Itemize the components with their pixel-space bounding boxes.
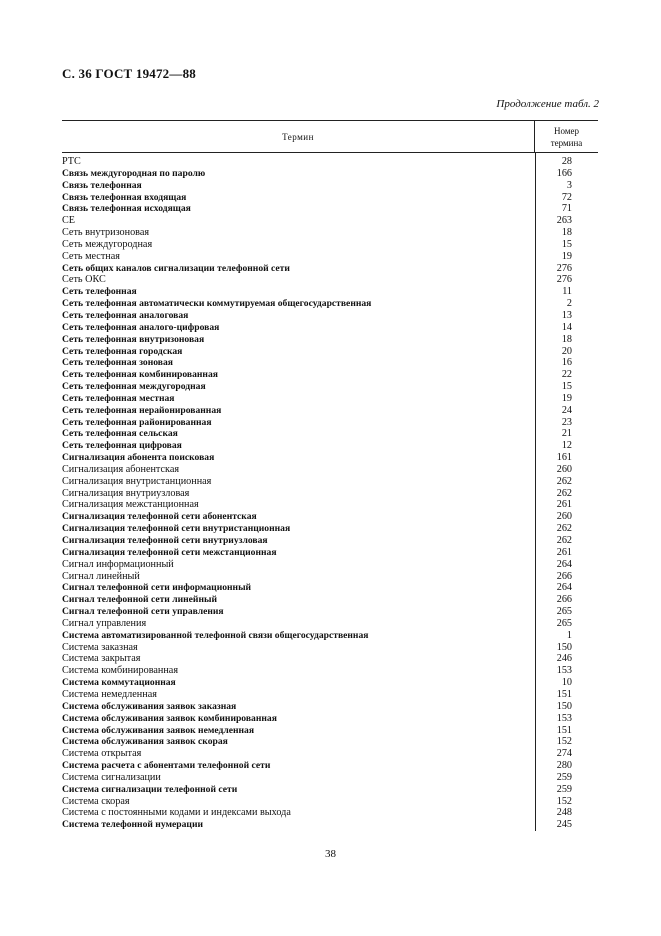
table-row: [62, 618, 598, 630]
term-cell: СЕ: [62, 215, 76, 227]
table-row: [62, 203, 598, 215]
term-number-cell: 262: [556, 487, 572, 499]
column-header-number: [534, 121, 598, 152]
term-number-cell: 276: [556, 274, 572, 286]
term-cell: Система с постоянными кодами и индексами выхода: [62, 807, 291, 819]
table-row: [62, 511, 598, 523]
term-cell: Система обслуживания заявок комбинированная: [62, 712, 277, 724]
term-cell: Сигнализация телефонной сети внутриузловая: [62, 535, 268, 546]
term-number-cell: 261: [556, 546, 572, 558]
table-row: [62, 499, 598, 511]
table-row: [62, 488, 598, 500]
table-body: [62, 153, 598, 831]
table-row: [62, 689, 598, 701]
term-number-cell: 260: [556, 511, 572, 523]
term-number-cell: 28: [561, 156, 572, 167]
term-number-cell: 280: [556, 760, 572, 772]
term-cell: Сеть телефонная городская: [62, 345, 183, 357]
table-row: [62, 772, 598, 784]
term-cell: Связь междугородная по паролю: [62, 167, 206, 179]
term-number-cell: 18: [561, 333, 572, 345]
term-cell: Сигнализация межстанционная: [62, 499, 199, 511]
term-number-cell: 19: [561, 392, 572, 404]
table-row: [62, 263, 598, 275]
table-row: [62, 298, 598, 310]
term-number-cell: 13: [561, 309, 572, 321]
term-cell: Сигнал управления: [62, 617, 147, 629]
term-cell: Система обслуживания заявок немедленная: [62, 724, 255, 736]
term-cell: Сеть телефонная аналого-цифровая: [62, 321, 220, 333]
term-cell: Сеть телефонная аналоговая: [62, 309, 189, 321]
term-cell: Сигнализация внутристанционная: [62, 475, 212, 487]
table-row: [62, 523, 598, 535]
table-row: [62, 571, 598, 583]
page-number: 38: [325, 848, 336, 860]
term-cell: Система заказная: [62, 641, 138, 653]
table-row: [62, 476, 598, 488]
table-row: [62, 428, 598, 440]
term-number-cell: 264: [556, 582, 572, 594]
term-number-cell: 150: [556, 641, 572, 653]
table-row: [62, 274, 598, 286]
term-number-cell: 20: [561, 345, 572, 357]
term-cell: Система комбинированная: [62, 665, 179, 677]
term-number-cell: 16: [561, 357, 572, 369]
table-row: [62, 346, 598, 358]
term-cell: Сеть телефонная районированная: [62, 416, 212, 428]
table-row: [62, 393, 598, 405]
table-row: [62, 369, 598, 381]
table-row: [62, 286, 598, 298]
term-number-cell: 14: [561, 321, 572, 333]
term-number-cell: 72: [561, 191, 572, 203]
table-row: [62, 251, 598, 263]
term-number-cell: 161: [556, 452, 572, 464]
table-row: [62, 725, 598, 737]
term-cell: Сеть внутризоновая: [62, 227, 150, 239]
terms-table: [62, 120, 598, 831]
term-number-cell: 262: [556, 475, 572, 487]
table-row: [62, 239, 598, 251]
term-cell: Система сигнализации телефонной сети: [62, 783, 238, 795]
table-row: [62, 701, 598, 713]
term-number-cell: 24: [561, 404, 572, 416]
term-cell: Сигнализация внутриузловая: [62, 487, 190, 499]
term-cell: Сигнал телефонной сети информационный: [62, 582, 252, 594]
table-continuation-caption: Продолжение табл. 2: [496, 98, 599, 110]
term-number-cell: 12: [561, 440, 572, 452]
table-row: [62, 547, 598, 559]
term-number-cell: 259: [556, 783, 572, 795]
term-number-cell: 276: [556, 262, 572, 274]
table-row: [62, 760, 598, 772]
table-row: [62, 322, 598, 334]
term-number-cell: 18: [561, 227, 572, 239]
term-number-cell: 2: [566, 298, 572, 310]
term-number-cell: 15: [561, 238, 572, 250]
column-header-number-line1: Номер: [553, 125, 580, 136]
term-cell: Сигнализация абонента поисковая: [62, 452, 215, 464]
table-row: [62, 665, 598, 677]
term-cell: РТС: [62, 156, 81, 167]
term-number-cell: 263: [556, 215, 572, 227]
table-row: [62, 677, 598, 689]
term-cell: Система закрытая: [62, 653, 141, 665]
column-divider: [535, 153, 536, 831]
term-cell: Связь телефонная: [62, 179, 142, 191]
table-row: [62, 784, 598, 796]
table-row: [62, 653, 598, 665]
term-cell: Система обслуживания заявок скорая: [62, 736, 228, 748]
term-number-cell: 153: [556, 712, 572, 724]
term-cell: Система коммутационная: [62, 677, 176, 689]
term-cell: Система телефонной нумерации: [62, 819, 203, 831]
column-header-number-line2: термина: [550, 137, 583, 148]
table-row: [62, 156, 598, 168]
table-row: [62, 381, 598, 393]
term-number-cell: 262: [556, 535, 572, 546]
term-number-cell: 3: [566, 179, 572, 191]
term-cell: Сигнал линейный: [62, 570, 140, 582]
term-cell: Система немедленная: [62, 688, 157, 700]
term-number-cell: 22: [561, 369, 572, 381]
term-cell: Сеть телефонная: [62, 286, 137, 298]
table-row: [62, 357, 598, 369]
term-number-cell: 260: [556, 463, 572, 475]
term-number-cell: 262: [556, 523, 572, 535]
term-cell: Сигнализация телефонной сети межстанционная: [62, 546, 277, 558]
term-number-cell: 166: [556, 167, 572, 179]
page-header: С. 36 ГОСТ 19472—88: [62, 66, 196, 81]
table-row: [62, 227, 598, 239]
term-number-cell: 153: [556, 665, 572, 677]
table-row: [62, 630, 598, 642]
term-number-cell: 19: [561, 250, 572, 262]
term-number-cell: 245: [556, 819, 572, 831]
term-cell: Сеть телефонная нерайонированная: [62, 404, 222, 416]
table-row: [62, 713, 598, 725]
term-cell: Связь телефонная входящая: [62, 191, 187, 203]
table-row: [62, 180, 598, 192]
term-cell: Система расчета с абонентами телефонной сети: [62, 760, 271, 772]
term-cell: Сигнал телефонной сети управления: [62, 606, 224, 618]
table-row: [62, 736, 598, 748]
term-cell: Сеть ОКС: [62, 274, 106, 286]
term-cell: Сеть телефонная сельская: [62, 428, 178, 440]
term-number-cell: 261: [556, 499, 572, 511]
table-row: [62, 559, 598, 571]
term-cell: Сигнализация абонентская: [62, 463, 180, 475]
term-cell: Сеть местная: [62, 250, 120, 262]
term-number-cell: 152: [556, 736, 572, 748]
term-cell: Сеть телефонная зоновая: [62, 357, 173, 369]
term-cell: Сигнал информационный: [62, 558, 174, 570]
table-row: [62, 440, 598, 452]
term-number-cell: 248: [556, 807, 572, 819]
term-cell: Сеть телефонная цифровая: [62, 440, 182, 452]
term-cell: Сеть междугородная: [62, 238, 153, 250]
term-number-cell: 265: [556, 606, 572, 618]
term-cell: Сеть телефонная комбинированная: [62, 369, 218, 381]
table-row: [62, 334, 598, 346]
table-row: [62, 796, 598, 808]
table-row: [62, 819, 598, 831]
term-cell: Сеть телефонная междугородная: [62, 381, 206, 393]
table-row: [62, 192, 598, 204]
term-cell: Сигнализация телефонной сети внутристанционная: [62, 523, 291, 535]
table-row: [62, 807, 598, 819]
term-number-cell: 264: [556, 558, 572, 570]
table-row: [62, 642, 598, 654]
term-number-cell: 259: [556, 771, 572, 783]
term-number-cell: 71: [561, 203, 572, 215]
term-cell: Система скорая: [62, 795, 130, 807]
table-row: [62, 417, 598, 429]
table-row: [62, 594, 598, 606]
term-number-cell: 152: [556, 795, 572, 807]
table-row: [62, 168, 598, 180]
term-number-cell: 151: [556, 688, 572, 700]
term-cell: Связь телефонная исходящая: [62, 203, 191, 215]
table-row: [62, 606, 598, 618]
term-number-cell: 246: [556, 653, 572, 665]
term-number-cell: 274: [556, 748, 572, 760]
term-cell: Сеть телефонная внутризоновая: [62, 333, 205, 345]
table-row: [62, 215, 598, 227]
term-number-cell: 15: [561, 381, 572, 393]
term-number-cell: 1: [566, 629, 572, 641]
term-cell: Сеть телефонная местная: [62, 392, 175, 404]
term-cell: Система открытая: [62, 748, 142, 760]
term-number-cell: 21: [561, 428, 572, 440]
term-number-cell: 23: [561, 416, 572, 428]
table-row: [62, 582, 598, 594]
table-row: [62, 535, 598, 547]
term-cell: Система обслуживания заявок заказная: [62, 700, 237, 712]
term-number-cell: 265: [556, 617, 572, 629]
term-number-cell: 266: [556, 570, 572, 582]
term-cell: Сигнализация телефонной сети абонентская: [62, 511, 257, 523]
table-row: [62, 464, 598, 476]
term-number-cell: 150: [556, 700, 572, 712]
term-cell: Сеть общих каналов сигнализации телефонной сети: [62, 262, 290, 274]
term-number-cell: 266: [556, 594, 572, 606]
table-row: [62, 748, 598, 760]
table-row: [62, 452, 598, 464]
term-cell: Система автоматизированной телефонной связи общегосударственная: [62, 629, 369, 641]
column-header-term: Термин: [282, 131, 314, 142]
term-number-cell: 10: [561, 677, 572, 689]
table-row: [62, 310, 598, 322]
term-number-cell: 151: [556, 724, 572, 736]
term-cell: Сеть телефонная автоматически коммутируемая общегосударственная: [62, 298, 372, 310]
table-header: [62, 120, 598, 153]
term-number-cell: 11: [562, 286, 572, 298]
table-row: [62, 405, 598, 417]
term-cell: Система сигнализации: [62, 771, 161, 783]
term-cell: Сигнал телефонной сети линейный: [62, 594, 217, 606]
